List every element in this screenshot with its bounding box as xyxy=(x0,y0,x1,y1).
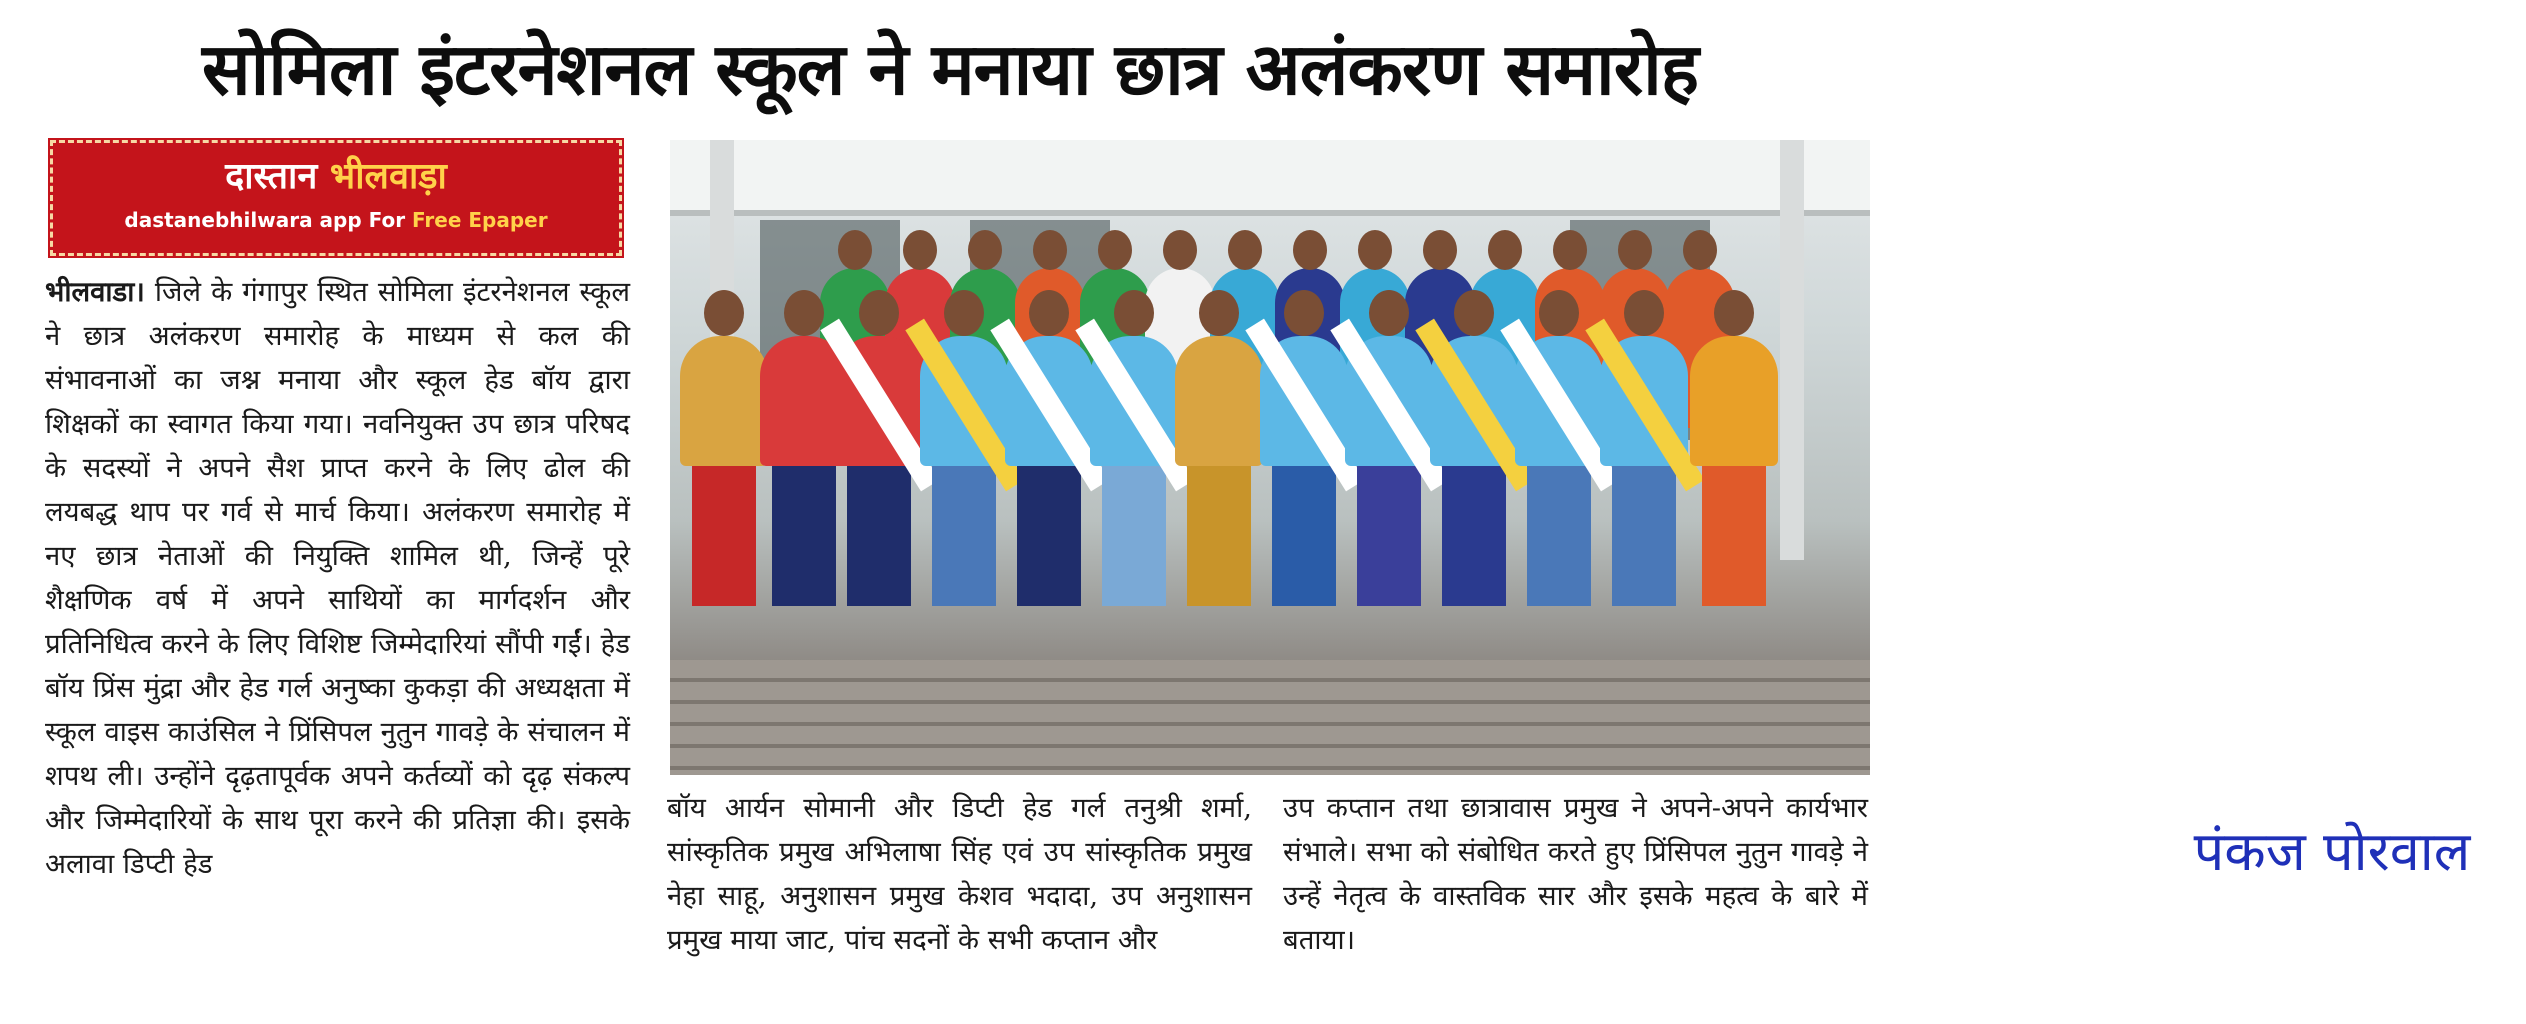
brand-title-part2: भीलवाड़ा xyxy=(329,156,447,197)
brand-subtitle xyxy=(53,207,619,233)
person-head xyxy=(1423,230,1457,270)
dateline: भीलवाडा। xyxy=(45,276,145,308)
person-head xyxy=(1358,230,1392,270)
person-head xyxy=(1098,230,1132,270)
person-head xyxy=(1624,290,1664,336)
brand-title-part1: दास्तान xyxy=(225,156,318,197)
person-legs xyxy=(772,466,836,606)
brand-title xyxy=(53,155,619,199)
person-head xyxy=(1714,290,1754,336)
person-torso xyxy=(680,336,768,466)
person-legs xyxy=(847,466,911,606)
brand-subtitle-part1: dastanebhilwara app For xyxy=(124,208,406,232)
person-head xyxy=(1163,230,1197,270)
person-head xyxy=(1369,290,1409,336)
person-legs xyxy=(1357,466,1421,606)
person-legs xyxy=(1527,466,1591,606)
brand-subtitle-part2: Free Epaper xyxy=(412,208,548,232)
person-head xyxy=(1029,290,1069,336)
person-head xyxy=(704,290,744,336)
person-head xyxy=(1114,290,1154,336)
person-head xyxy=(1618,230,1652,270)
person-head xyxy=(784,290,824,336)
person-head xyxy=(859,290,899,336)
person-head xyxy=(1293,230,1327,270)
article-column-3: उप कप्तान तथा छात्रावास प्रमुख ने अपने-अपने कार्यभार संभाले। सभा को संबोधित करते हुए प्रिंसिपल नुतुन गावड़े ने उन्हें नेतृत्व के वास्तविक सार और इसके महत्व के बारे में बताया। xyxy=(1283,792,1868,956)
headline: सोमिला इंटरनेशनल स्कूल ने मनाया छात्र अलंकरण समारोह xyxy=(201,27,1699,111)
person-head xyxy=(1228,230,1262,270)
photo-pillar xyxy=(1780,140,1804,560)
article-column-1-text: जिले के गंगापुर स्थित सोमिला इंटरनेशनल स्कूल ने छात्र अलंकरण समारोह के माध्यम से कल की संभावनाओं का जश्न मनाया और स्कूल हेड बॉय द्वारा शिक्षकों का स्वागत किया गया। नवनियुक्त उप छात्र परिषद के सदस्यों ने अपने सैश प्राप्त करने के लिए ढोल की लयबद्ध थाप पर गर्व से मार्च किया। अलंकरण समारोह में नए छात्र नेताओं की नियुक्ति शामिल थी, जिन्हें पूरे शैक्षणिक वर्ष में अपने साथियों का मार्गदर्शन और प्रतिनिधित्व करने के लिए विशिष्ट जिम्मेदारियां सौंपी गईं। हेड बॉय प्रिंस मुंद्रा और हेड गर्ल अनुष्का कुकड़ा की अध्यक्षता में स्कूल वाइस काउंसिल ने प्रिंसिपल नुतुन गावड़े के संचालन में शपथ ली। उन्होंने दृढ़तापूर्वक अपने कर्तव्यों को दृढ़ संकल्प और जिम्मेदारियों के साथ पूरा करने की प्रतिज्ञा की। इसके अलावा डिप्टी हेड xyxy=(45,276,630,880)
person-legs xyxy=(1187,466,1251,606)
person-torso xyxy=(1690,336,1778,466)
person-head xyxy=(944,290,984,336)
person-legs xyxy=(692,466,756,606)
person-legs xyxy=(1442,466,1506,606)
person-legs xyxy=(1102,466,1166,606)
person-head xyxy=(1199,290,1239,336)
person-torso xyxy=(1175,336,1263,466)
person-legs xyxy=(1017,466,1081,606)
photo-canopy xyxy=(670,140,1870,216)
person-legs xyxy=(932,466,996,606)
person-head xyxy=(1284,290,1324,336)
person-head xyxy=(968,230,1002,270)
person-head xyxy=(838,230,872,270)
person-head xyxy=(1033,230,1067,270)
person-head xyxy=(1683,230,1717,270)
person-legs xyxy=(1612,466,1676,606)
person-legs xyxy=(1272,466,1336,606)
photo-steps xyxy=(670,660,1870,775)
article-column-1 xyxy=(45,270,630,886)
person-head xyxy=(903,230,937,270)
person-head xyxy=(1488,230,1522,270)
person-legs xyxy=(1702,466,1766,606)
person-head xyxy=(1454,290,1494,336)
person-head xyxy=(1553,230,1587,270)
photo-credit: पंकज पोरवाल xyxy=(2138,800,2526,904)
article-column-2: बॉय आर्यन सोमानी और डिप्टी हेड गर्ल तनुश्री शर्मा, सांस्कृतिक प्रमुख अभिलाषा सिंह एवं उप सांस्कृतिक प्रमुख नेहा साहू, अनुशासन प्रमुख केशव भदादा, उप अनुशासन प्रमुख माया जाट, पांच सदनों के सभी कप्तान और xyxy=(667,792,1252,956)
brand-banner xyxy=(50,140,622,256)
person-head xyxy=(1539,290,1579,336)
